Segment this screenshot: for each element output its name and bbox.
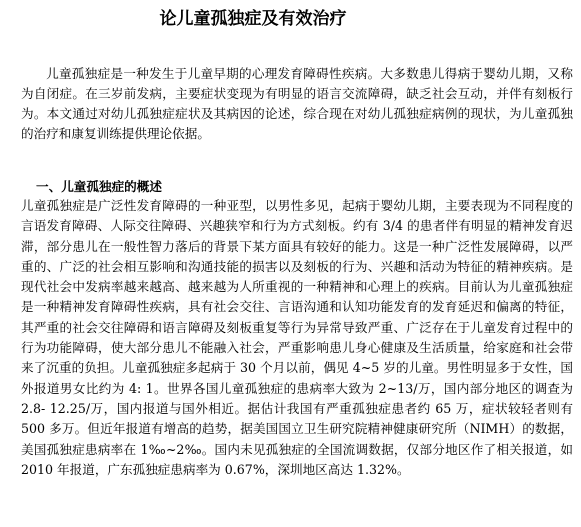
section-heading: 一、儿童孤独症的概述 bbox=[36, 179, 162, 194]
document-title: 论儿童孤独症及有效治疗 bbox=[159, 9, 347, 29]
abstract-paragraph: 儿童孤独症是一种发生于儿童早期的心理发育障碍性疾病。大多数患儿得病于婴幼儿期，又称为自闭症。在三岁前发病，主要症状变现为有明显的语言交流障碍，缺乏社会互动，并伴有刻板行为。本文通过对幼儿孤独症症状及其病因的论述，综合现在对幼儿孤独症病例的现状，为儿童孤独的治疗和康复训练提供理论依据。 bbox=[21, 66, 573, 141]
body-paragraph: 儿童孤独症是广泛性发育障碍的一种亚型，以男性多见，起病于婴幼儿期，主要表现为不同程度的言语发育障碍、人际交往障碍、兴趣狭窄和行为方式刻板。约有 3/4 的患者伴有明显的精神发育迟滞，部分患儿在一般性智力落后的背景下某方面具有较好的能力。这是一种广泛性发展障碍，以严重的、广泛的社会相互影响和沟通技能的损害以及刻板的行为、兴趣和活动为特征的精神疾病。是现代社会中发病率越来越高、越来越为人所重视的一种精神和心理上的疾病。目前认为儿童孤独症是一种精神发育障碍性疾病，具有社会交往、言语沟通和认知功能发育的发育延迟和偏离的特征，其严重的社会交往障碍和语言障碍及刻板重复等行为异常导致严重、广泛存在于儿童发育过程中的行为功能障碍，使大部分患儿不能融入社会，严重影响患儿身心健康及生活质量，给家庭和社会带来了沉重的负担。儿童孤独症多起病于 30 个月以前，偶见 4~5 岁的儿童。男性明显多于女性，国外报道男女比约为 4: 1。世界各国儿童孤独症的患病率大致为 2~13/万，国内部分地区的调查为 2.8- 12.25/万，国内报道与国外相近。据估计我国有严重孤独症患者约 65 万，症状较轻者则有 500 多万。但近年报道有增高的趋势，据美国国立卫生研究院精神健康研究所（NIMH）的数据，美国孤独症患病率在 1‰~2‰。国内未见孤独症的全国流调数据，仅部分地区作了相关报道，如 2010 年报道，广东孤独症患病率为 0.67%，深圳地区高达 1.32%。 bbox=[21, 198, 573, 477]
